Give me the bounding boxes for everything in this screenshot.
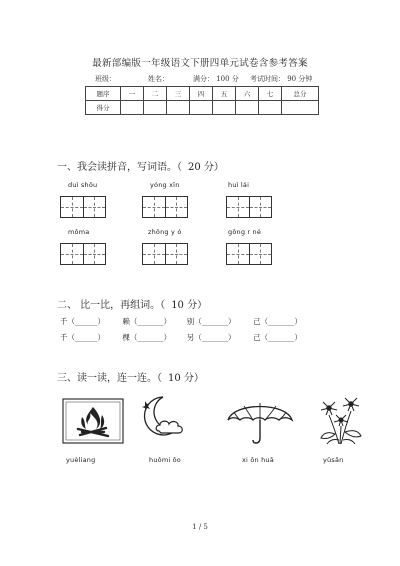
compare-item[interactable]: 别（_______） xyxy=(186,317,236,326)
section1-title: 一、我会读拼音，写词语。（ xyxy=(57,162,182,173)
table-header-cell: 题序 xyxy=(86,87,121,101)
writing-grid[interactable] xyxy=(226,196,272,218)
table-header-cell: 一 xyxy=(121,87,144,101)
pinyin-label: zhōng y ó xyxy=(148,228,182,236)
compare-item[interactable]: 千（______） xyxy=(60,333,105,342)
compare-row xyxy=(60,332,302,343)
pinyin-label: huì lái xyxy=(228,181,250,189)
pinyin-label: yuèliang xyxy=(66,456,96,464)
compare-item[interactable]: 己（_______） xyxy=(253,333,302,342)
flower-picture[interactable] xyxy=(313,394,369,446)
score-table-row xyxy=(86,101,319,115)
table-header-cell: 五 xyxy=(213,87,236,101)
exam-time: 考试时间： 90 分钟 xyxy=(250,75,313,83)
compare-item[interactable]: 赖（_______） xyxy=(122,317,172,326)
pinyin-label: huǒmi ǒo xyxy=(149,456,181,464)
campfire-picture[interactable] xyxy=(62,397,124,445)
section1-heading xyxy=(57,158,224,173)
section1-points: 20 分） xyxy=(188,162,224,173)
writing-grid[interactable] xyxy=(60,243,106,265)
score-cell[interactable] xyxy=(167,101,190,115)
writing-grid[interactable] xyxy=(60,196,106,218)
table-header-cell: 总分 xyxy=(282,87,319,101)
score-cell[interactable] xyxy=(190,101,213,115)
writing-grid[interactable] xyxy=(226,243,272,265)
score-table-header-row xyxy=(86,87,319,101)
section3-heading xyxy=(57,369,204,384)
section3-points: 10 分） xyxy=(168,373,204,384)
score-cell[interactable] xyxy=(121,101,144,115)
score-cell[interactable] xyxy=(282,101,319,115)
pinyin-label: xi ǒn huā xyxy=(242,456,274,464)
section2-points: 10 分） xyxy=(171,300,208,311)
table-header-cell: 三 xyxy=(167,87,190,101)
table-header-cell: 七 xyxy=(259,87,282,101)
name-label: 姓名： xyxy=(148,75,169,83)
pinyin-label: yǔsǎn xyxy=(323,456,344,464)
table-header-cell: 二 xyxy=(144,87,167,101)
compare-row xyxy=(60,316,302,327)
compare-item[interactable]: 另（_______） xyxy=(186,333,236,342)
pinyin-label: mǒma xyxy=(68,228,90,236)
umbrella-picture[interactable] xyxy=(224,398,296,446)
section2-heading xyxy=(57,296,207,311)
page-title: 最新部编版一年级语文下册四单元试卷含参考答案 xyxy=(92,58,308,69)
pinyin-label: duì shǒu xyxy=(68,181,98,189)
class-label: 班级： xyxy=(95,75,116,83)
score-row-label: 得分 xyxy=(86,101,121,115)
compare-item[interactable]: 棵（_______） xyxy=(122,333,172,342)
score-cell[interactable] xyxy=(236,101,259,115)
pinyin-label: gōng r né xyxy=(228,228,262,236)
section3-title: 三、读一读，连一连。（ xyxy=(57,373,162,384)
table-header-cell: 六 xyxy=(236,87,259,101)
writing-grid[interactable] xyxy=(142,243,188,265)
table-header-cell: 四 xyxy=(190,87,213,101)
writing-grid[interactable] xyxy=(142,196,188,218)
moon-cloud-picture[interactable] xyxy=(137,393,195,443)
score-cell[interactable] xyxy=(144,101,167,115)
pinyin-label: yóng xīn xyxy=(150,181,180,189)
section2-title: 二、 比一比，再组词。（ xyxy=(57,300,166,311)
compare-item[interactable]: 千（______） xyxy=(60,317,105,326)
score-cell[interactable] xyxy=(259,101,282,115)
compare-item[interactable]: 己（_______） xyxy=(253,317,302,326)
score-cell[interactable] xyxy=(213,101,236,115)
page-number: 1 / 5 xyxy=(192,523,208,531)
full-score: 满分： 100 分 xyxy=(193,75,239,83)
score-table xyxy=(85,86,319,115)
